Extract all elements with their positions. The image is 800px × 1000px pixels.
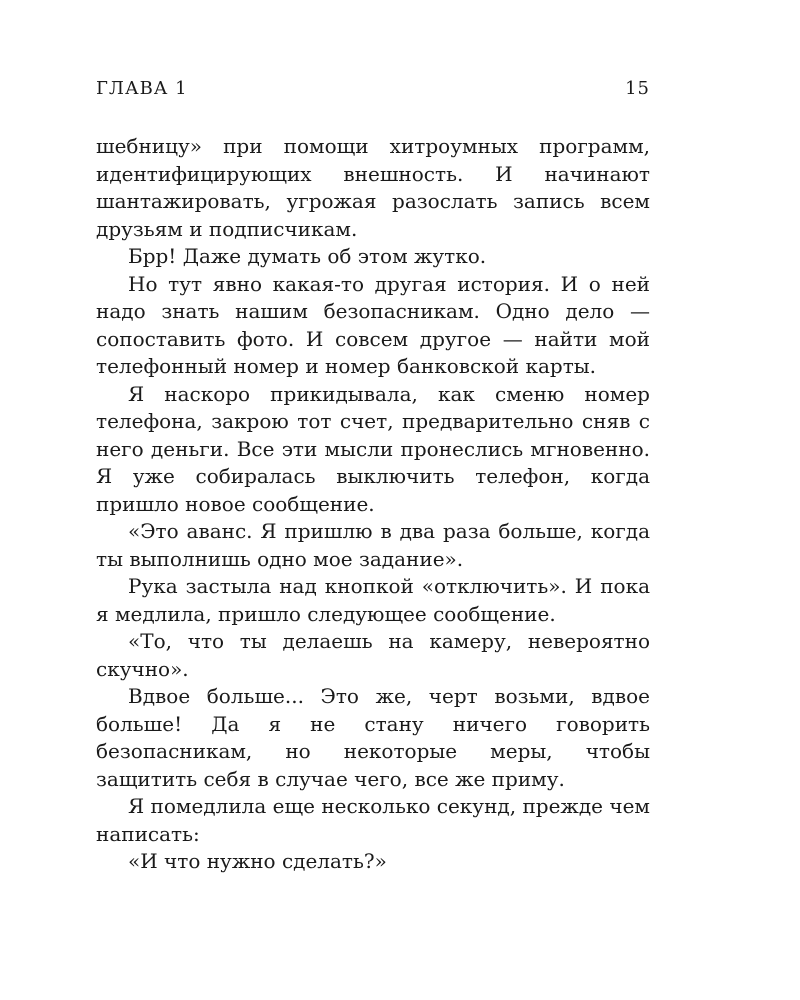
- paragraph-4: Я наскоро прикидывала, как сменю номер телефона, закрою тот счет, предварительно сняв с него деньги. Все эти мысли пронеслись мгновенно. Я уже собиралась выключить телефон, когда пришло новое сообщение.: [96, 381, 650, 516]
- paragraph-8: Вдвое больше... Это же, черт возьми, вдвое больше! Да я не стану ничего говорить безопасникам, но некоторые меры, чтобы защитить себя в случае чего, все же приму.: [96, 684, 650, 791]
- paragraph-3: Но тут явно какая-то другая история. И о ней надо знать нашим безопасникам. Одно дело — сопоставить фото. И совсем другое — найти мой телефонный номер и номер банковской карты.: [96, 271, 650, 378]
- page-number: 15: [625, 78, 650, 99]
- paragraph-7: «То, что ты делаешь на камеру, невероятно скучно».: [96, 629, 650, 681]
- chapter-title: ГЛАВА 1: [96, 78, 188, 99]
- paragraph-2: Брр! Даже думать об этом жутко.: [128, 244, 487, 268]
- running-head: [96, 78, 650, 104]
- body-text: [96, 133, 650, 876]
- paragraph-9: Я помедлила еще несколько секунд, прежде чем написать:: [96, 794, 650, 846]
- paragraph-5: «Это аванс. Я пришлю в два раза больше, когда ты выполнишь одно мое задание».: [96, 519, 650, 571]
- paragraph-1: шебницу» при помощи хитроумных программ, идентифицирующих внешность. И начинают шантажировать, угрожая разослать запись всем друзьям и подписчикам.: [96, 134, 650, 241]
- paragraph-6: Рука застыла над кнопкой «отключить». И пока я медлила, пришло следующее сообщение.: [96, 574, 650, 626]
- paragraph-10: «И что нужно сделать?»: [128, 849, 387, 873]
